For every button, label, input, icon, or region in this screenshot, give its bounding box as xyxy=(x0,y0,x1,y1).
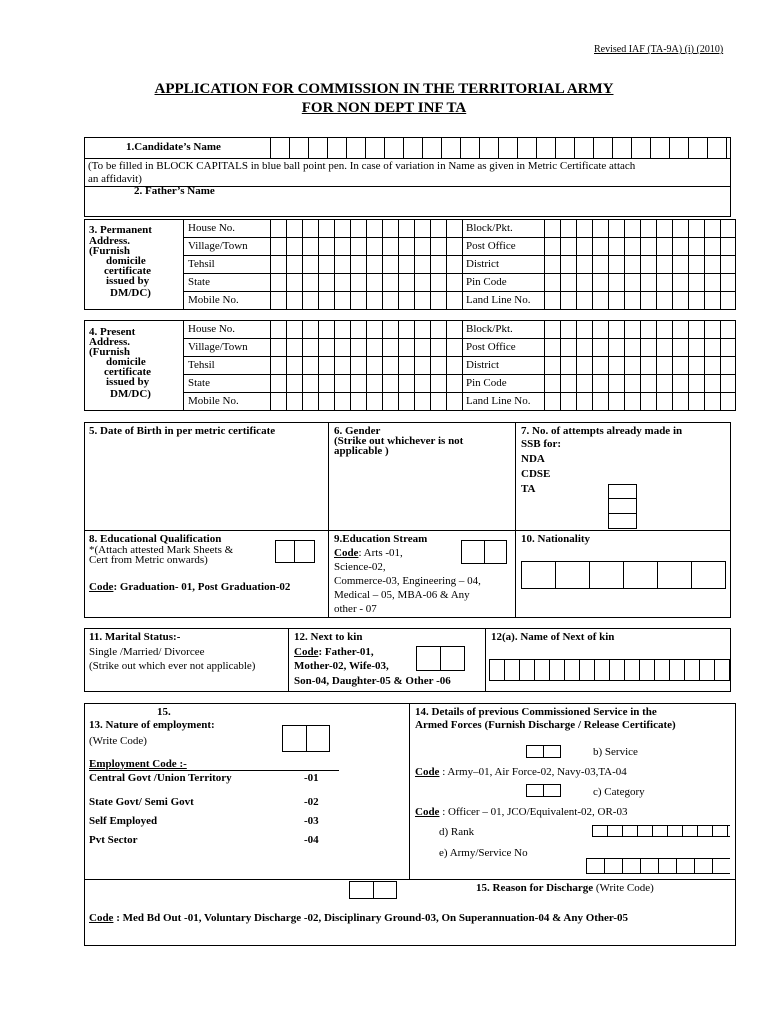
present-field-label: Post Office xyxy=(466,341,516,353)
kin-name-boxes[interactable] xyxy=(489,659,730,681)
permanent-input-boxes[interactable] xyxy=(544,255,736,273)
present-field-label: Village/Town xyxy=(188,341,248,353)
prior-service-label: 14. Details of previous Commissioned Service in the xyxy=(415,706,657,718)
rank-label: d) Rank xyxy=(439,826,475,838)
present-field-label: Block/Pkt. xyxy=(466,323,513,335)
permanent-input-boxes[interactable] xyxy=(544,273,736,291)
discharge-label: 15. Reason for Discharge (Write Code) xyxy=(476,882,654,894)
kin-codes: Code: Father-01, xyxy=(294,646,374,658)
emp-code-name-3: Self Employed xyxy=(89,815,158,827)
permanent-field-label: State xyxy=(188,276,210,288)
permanent-field-label: Village/Town xyxy=(188,240,248,252)
permanent-address-label: 3. Permanent xyxy=(89,224,152,236)
present-field-label: Land Line No. xyxy=(466,395,531,407)
present-field-label: Mobile No. xyxy=(188,395,239,407)
employment-code-boxes[interactable] xyxy=(282,725,330,752)
category-code-boxes[interactable] xyxy=(526,784,561,797)
kin-name-label: 12(a). Name of Next of kin xyxy=(491,631,615,643)
permanent-field-label: District xyxy=(466,258,499,270)
emp-code-name-4: Pvt Sector xyxy=(89,834,138,846)
present-input-boxes[interactable] xyxy=(544,374,736,392)
present-input-boxes[interactable] xyxy=(544,338,736,356)
emp-code-value-4: -04 xyxy=(304,834,319,846)
nda-attempts-box[interactable] xyxy=(608,484,637,499)
candidate-name-boxes[interactable] xyxy=(270,137,731,158)
attempt-cdse: CDSE xyxy=(521,468,551,480)
nationality-label: 10. Nationality xyxy=(521,533,591,545)
candidate-name-label: 1.Candidate’s Name xyxy=(126,141,221,153)
permanent-field-label: Land Line No. xyxy=(466,294,531,306)
permanent-input-boxes[interactable] xyxy=(270,273,462,291)
present-input-boxes[interactable] xyxy=(270,338,462,356)
gender-label: 6. Gender xyxy=(334,425,381,437)
present-field-label: State xyxy=(188,377,210,389)
education-label: 8. Educational Qualification xyxy=(89,533,222,545)
permanent-input-boxes[interactable] xyxy=(270,237,462,255)
permanent-input-boxes[interactable] xyxy=(544,219,736,237)
permanent-field-label: Block/Pkt. xyxy=(466,222,513,234)
permanent-input-boxes[interactable] xyxy=(544,291,736,309)
form-subtitle: FOR NON DEPT INF TA xyxy=(301,100,467,116)
permanent-input-boxes[interactable] xyxy=(270,219,462,237)
discharge-codes: Code : Med Bd Out -01, Voluntary Discharge -02, Disciplinary Ground-03, On Superannuation-04 & Any Other-05 xyxy=(89,912,629,924)
present-field-label: District xyxy=(466,359,499,371)
permanent-field-label: Post Office xyxy=(466,240,516,252)
ssb-attempts-label: 7. No. of attempts already made in xyxy=(521,425,683,437)
emp-code-value-3: -03 xyxy=(304,815,319,827)
present-input-boxes[interactable] xyxy=(270,374,462,392)
category-codes: Code : Officer – 01, JCO/Equivalent-02, OR-03 xyxy=(415,806,628,818)
service-codes: Code : Army–01, Air Force-02, Navy-03,TA-04 xyxy=(415,766,627,778)
marital-status-label: 11. Marital Status:- xyxy=(89,631,181,643)
permanent-field-label: Mobile No. xyxy=(188,294,239,306)
attempt-nda: NDA xyxy=(521,453,545,465)
discharge-code-boxes[interactable] xyxy=(349,881,397,899)
permanent-field-label: Tehsil xyxy=(188,258,215,270)
nationality-boxes[interactable] xyxy=(521,561,726,589)
category-label: c) Category xyxy=(593,786,645,798)
service-label: b) Service xyxy=(593,746,638,758)
emp-code-value-2: -02 xyxy=(304,796,319,808)
next-of-kin-label: 12. Next to kin xyxy=(294,631,363,643)
present-input-boxes[interactable] xyxy=(544,320,736,338)
present-input-boxes[interactable] xyxy=(544,392,736,410)
name-instructions-2: an affidavit) xyxy=(88,173,142,185)
present-field-label: Pin Code xyxy=(466,377,507,389)
service-no-boxes[interactable] xyxy=(586,858,730,874)
father-name-label: 2. Father’s Name xyxy=(134,185,215,197)
attempt-ta: TA xyxy=(521,483,536,495)
present-address-label: 4. Present xyxy=(89,326,136,338)
rank-boxes[interactable] xyxy=(592,825,730,837)
kin-code-boxes[interactable] xyxy=(416,646,465,671)
permanent-field-label: Pin Code xyxy=(466,276,507,288)
ta-attempts-box[interactable] xyxy=(608,513,637,529)
cdse-attempts-box[interactable] xyxy=(608,498,637,514)
present-input-boxes[interactable] xyxy=(270,320,462,338)
emp-code-name-1: Central Govt /Union Territory xyxy=(89,772,232,784)
permanent-input-boxes[interactable] xyxy=(544,237,736,255)
marital-options[interactable]: Single /Married/ Divorcee xyxy=(89,646,205,658)
education-codes: Code: Graduation- 01, Post Graduation-02 xyxy=(89,581,291,593)
stream-label: 9.Education Stream xyxy=(334,533,428,545)
service-code-boxes[interactable] xyxy=(526,745,561,758)
name-instructions: (To be filled in BLOCK CAPITALS in blue ball point pen. In case of variation in Name as given in Metric Certificate attach xyxy=(88,160,636,172)
stream-codes: Code: Arts -01, xyxy=(334,547,403,559)
form-reference: Revised IAF (TA-9A) (i) (2010) xyxy=(594,44,724,55)
present-input-boxes[interactable] xyxy=(544,356,736,374)
present-field-label: House No. xyxy=(188,323,236,335)
form-title: APPLICATION FOR COMMISSION IN THE TERRITORIAL ARMY xyxy=(154,81,614,97)
employment-label: 13. Nature of employment: xyxy=(89,719,215,731)
education-code-boxes[interactable] xyxy=(275,540,315,563)
service-no-label: e) Army/Service No xyxy=(439,847,528,859)
present-field-label: Tehsil xyxy=(188,359,215,371)
permanent-input-boxes[interactable] xyxy=(270,291,462,309)
present-input-boxes[interactable] xyxy=(270,356,462,374)
dob-label: 5. Date of Birth in per metric certificate xyxy=(89,425,276,437)
permanent-field-label: House No. xyxy=(188,222,236,234)
permanent-input-boxes[interactable] xyxy=(270,255,462,273)
emp-code-value-1: -01 xyxy=(304,772,319,784)
stream-code-boxes[interactable] xyxy=(461,540,507,564)
present-input-boxes[interactable] xyxy=(270,392,462,410)
employment-code-heading: Employment Code :- xyxy=(89,758,187,770)
emp-code-name-2: State Govt/ Semi Govt xyxy=(89,796,194,808)
